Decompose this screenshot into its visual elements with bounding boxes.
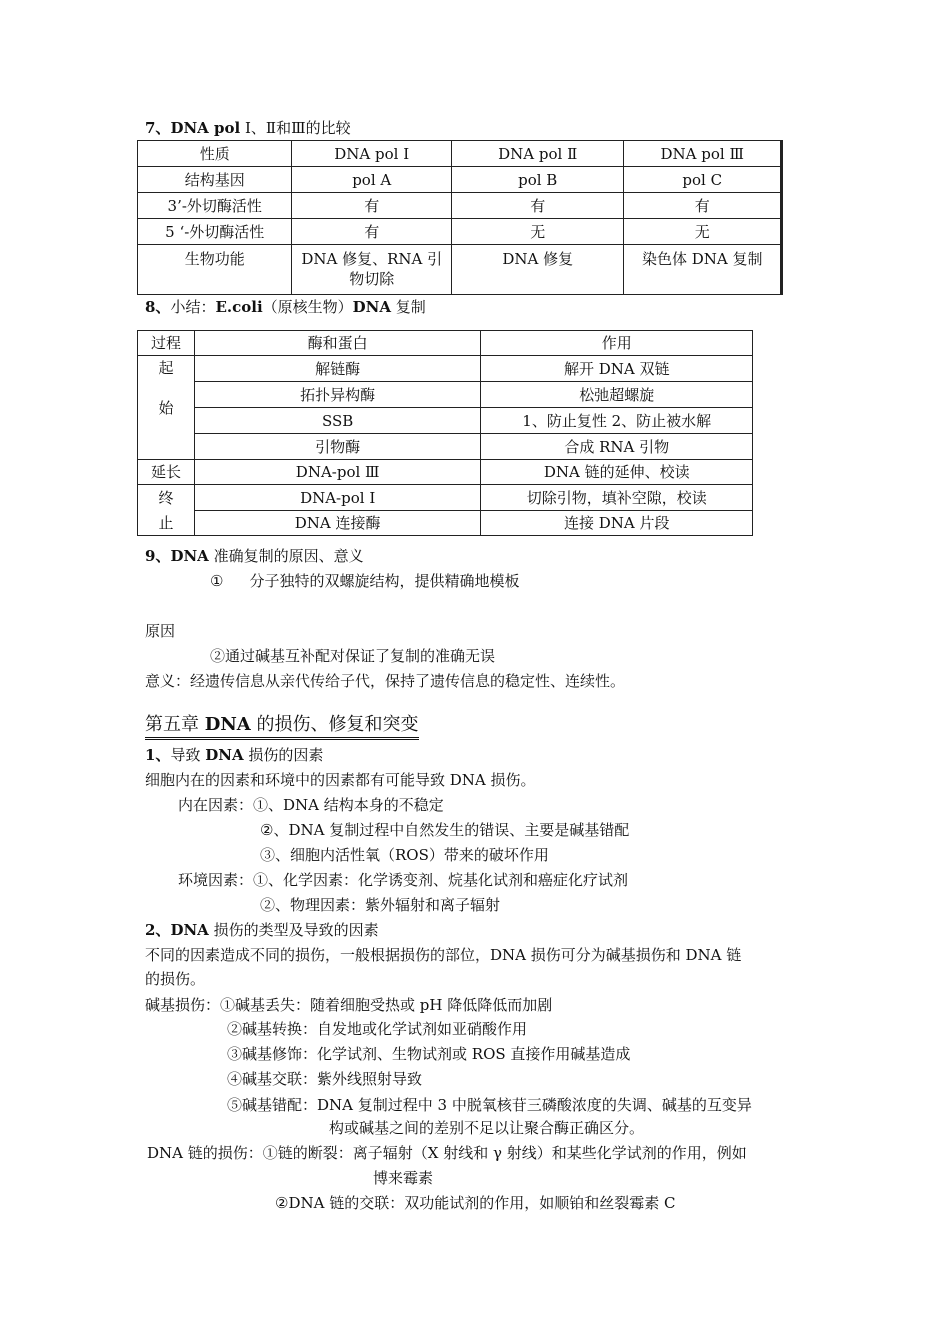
list-item: ②、物理因素：紫外辐射和离子辐射 [260, 896, 501, 914]
header-cell: 作用 [481, 331, 753, 356]
table-cell: 有 [292, 219, 452, 245]
table-cell: 1、防止复性 2、防止被水解 [481, 408, 753, 434]
table-cell: 解链酶 [194, 356, 481, 382]
table-cell: pol C [624, 167, 782, 193]
table-row [138, 460, 753, 485]
list-item: 构或碱基之间的差别不足以让聚合酶正确区分。 [329, 1119, 645, 1137]
ecoli-replication-table [137, 330, 753, 536]
paragraph: 的损伤。 [145, 970, 206, 988]
table-row [138, 167, 782, 193]
stage-termination-cell: 终 止 [138, 485, 195, 536]
list-item: ⑤碱基错配：DNA 复制过程中 3 中脱氧核苷三磷酸浓度的失调、碱基的互变异 [227, 1096, 752, 1114]
list-item: ③、细胞内活性氧（ROS）带来的破坏作用 [260, 846, 549, 864]
header-cell: DNA pol Ⅲ [624, 141, 782, 167]
section-8-heading: 8、小结：E.coli（原核生物）DNA 复制 [145, 298, 426, 316]
table-cell: 解开 DNA 双链 [481, 356, 753, 382]
reason-1: ① 分子独特的双螺旋结构，提供精确地模板 [210, 572, 520, 590]
table-row [138, 219, 782, 245]
table-cell: 无 [451, 219, 623, 245]
table-cell: DNA 修复、RNA 引 物切除 [292, 245, 452, 295]
list-item: ②碱基转换：自发地或化学试剂如亚硝酸作用 [227, 1020, 528, 1038]
list-item: ④碱基交联：紫外线照射导致 [227, 1070, 423, 1088]
list-item: 环境因素：①、化学因素：化学诱变剂、烷基化试剂和癌症化疗试剂 [178, 871, 629, 889]
table-row [138, 434, 753, 460]
table-cell: 合成 RNA 引物 [481, 434, 753, 460]
list-item: 碱基损伤：①碱基丢失：随着细胞受热或 pH 降低降低而加剧 [145, 996, 553, 1014]
table-cell: DNA 连接酶 [194, 511, 481, 536]
subsection-2-heading: 2、DNA 损伤的类型及导致的因素 [145, 921, 379, 939]
header-cell: 过程 [138, 331, 195, 356]
table-cell: 拓扑异构酶 [194, 382, 481, 408]
table-cell: DNA-pol Ⅲ [194, 460, 481, 485]
table-row [138, 408, 753, 434]
table-cell: DNA-pol Ⅰ [194, 485, 481, 511]
reason-label: 原因 [145, 622, 176, 640]
table-cell: 5 ‘-外切酶活性 [138, 219, 292, 245]
stage-initiation-cell: 起 始 [138, 356, 195, 460]
section-7-heading: 7、DNA pol Ⅰ、Ⅱ和Ⅲ的比较 [145, 119, 351, 137]
subsection-1-heading: 1、导致 DNA 损伤的因素 [145, 746, 324, 764]
list-item: ②DNA 链的交联：双功能试剂的作用，如顺铂和丝裂霉素 C [275, 1194, 676, 1212]
chapter-5-title: 第五章 DNA 的损伤、修复和突变 [145, 713, 419, 740]
table-cell: 结构基因 [138, 167, 292, 193]
header-cell: 酶和蛋白 [194, 331, 481, 356]
header-cell: DNA pol Ⅱ [451, 141, 623, 167]
table-header-row [138, 141, 782, 167]
section-9-heading: 9、DNA 准确复制的原因、意义 [145, 547, 364, 565]
header-cell: DNA pol Ⅰ [292, 141, 452, 167]
table-header-row [138, 331, 753, 356]
table-cell: DNA 修复 [451, 245, 623, 295]
table-cell: pol A [292, 167, 452, 193]
table-row [138, 356, 753, 382]
table-cell: DNA 链的延伸、校读 [481, 460, 753, 485]
table-cell: 有 [292, 193, 452, 219]
reason-2: ②通过碱基互补配对保证了复制的准确无误 [210, 647, 496, 665]
table-cell: 连接 DNA 片段 [481, 511, 753, 536]
table-cell: 有 [624, 193, 782, 219]
table-row [138, 511, 753, 536]
table-cell: 有 [451, 193, 623, 219]
list-item: DNA 链的损伤：①链的断裂：离子辐射（X 射线和 γ 射线）和某些化学试剂的作用，例如 [147, 1144, 747, 1162]
list-item: 内在因素：①、DNA 结构本身的不稳定 [178, 796, 444, 814]
table-cell: 引物酶 [194, 434, 481, 460]
list-item: 博来霉素 [373, 1169, 434, 1187]
table-cell: 3’-外切酶活性 [138, 193, 292, 219]
dna-pol-comparison-table [137, 140, 783, 295]
table-row [138, 245, 782, 295]
table-cell: SSB [194, 408, 481, 434]
table-cell: 生物功能 [138, 245, 292, 295]
meaning-text: 意义：经遗传信息从亲代传给子代，保持了遗传信息的稳定性、连续性。 [145, 672, 626, 690]
table-cell: 松弛超螺旋 [481, 382, 753, 408]
table-cell: 切除引物，填补空隙，校读 [481, 485, 753, 511]
header-cell: 性质 [138, 141, 292, 167]
list-item: ③碱基修饰：化学试剂、生物试剂或 ROS 直接作用碱基造成 [227, 1045, 631, 1063]
table-cell: 无 [624, 219, 782, 245]
table-row [138, 382, 753, 408]
table-row [138, 485, 753, 511]
table-cell: 染色体 DNA 复制 [624, 245, 782, 295]
paragraph: 不同的因素造成不同的损伤，一般根据损伤的部位，DNA 损伤可分为碱基损伤和 DNA 链 [145, 946, 742, 964]
list-item: ②、DNA 复制过程中自然发生的错误、主要是碱基错配 [260, 821, 630, 839]
stage-elongation-cell: 延长 [138, 460, 195, 485]
table-row [138, 193, 782, 219]
paragraph: 细胞内在的因素和环境中的因素都有可能导致 DNA 损伤。 [145, 771, 536, 789]
table-cell: pol B [451, 167, 623, 193]
